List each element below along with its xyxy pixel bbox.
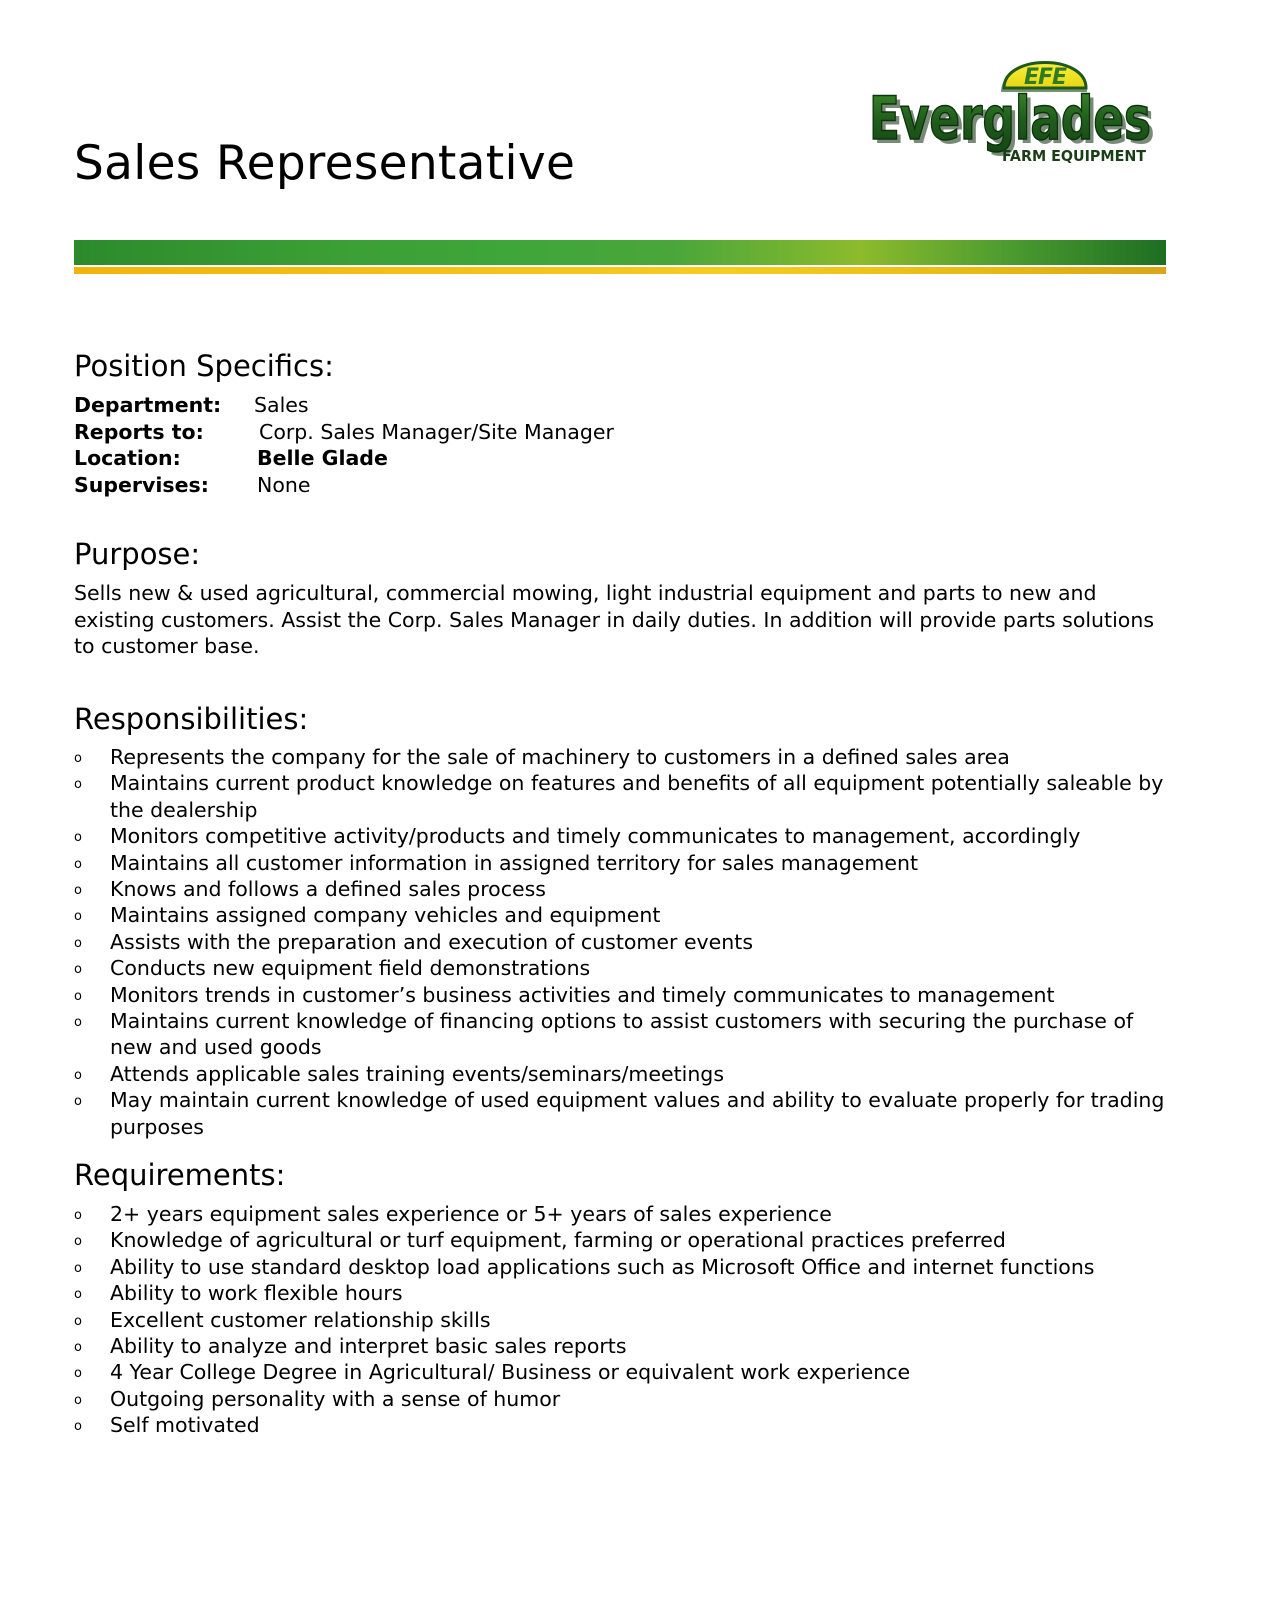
list-item-text: Knowledge of agricultural or turf equipment, farming or operational practices preferred <box>110 1228 1006 1253</box>
list-item <box>74 876 1174 902</box>
bullet-icon: o <box>74 1234 82 1250</box>
bullet-icon: o <box>74 1340 82 1356</box>
bullet-icon: o <box>74 1392 82 1408</box>
list-item <box>74 1307 1174 1333</box>
requirements-list <box>74 1201 1174 1439</box>
list-item <box>74 1386 1174 1412</box>
list-item <box>74 850 1174 876</box>
location-value: Belle Glade <box>257 446 388 470</box>
banner-green-band <box>74 240 1166 265</box>
list-item-text: Attends applicable sales training events/seminars/meetings <box>110 1061 724 1086</box>
bullet-icon: o <box>74 1419 82 1435</box>
page-title: Sales Representative <box>74 136 576 191</box>
list-item <box>74 823 1174 849</box>
list-item <box>74 1061 1174 1087</box>
list-item <box>74 1008 1174 1061</box>
bullet-icon: o <box>74 883 82 899</box>
bullet-icon: o <box>74 1067 82 1083</box>
list-item <box>74 1201 1174 1227</box>
list-item-text: Ability to work flexible hours <box>110 1281 403 1306</box>
list-item-text: Assists with the preparation and execution of customer events <box>110 929 754 954</box>
logo-wordmark: Everglades <box>869 84 1151 154</box>
list-item <box>74 955 1174 981</box>
list-item-text: Knows and follows a defined sales process <box>110 877 546 902</box>
svg-text:EFE: EFE <box>1023 65 1067 90</box>
list-item-text: 2+ years equipment sales experience or 5+ years of sales experience <box>110 1202 832 1226</box>
list-item-text: Represents the company for the sale of machinery to customers in a defined sales area <box>110 745 1010 769</box>
list-item <box>74 982 1174 1008</box>
header-banner <box>74 240 1166 274</box>
list-item-text: Excellent customer relationship skills <box>110 1307 491 1332</box>
list-item <box>74 744 1174 770</box>
list-item <box>74 1412 1174 1438</box>
bullet-icon: o <box>74 909 82 925</box>
supervises-value: None <box>257 472 311 497</box>
list-item-text: Conducts new equipment field demonstrations <box>110 956 591 981</box>
department-label: Department: <box>74 393 222 417</box>
bullet-icon: o <box>74 1260 82 1276</box>
bullet-icon: o <box>74 1287 82 1303</box>
bullet-icon: o <box>74 751 82 766</box>
list-item-text: Self motivated <box>110 1413 260 1438</box>
bullet-icon: o <box>74 1015 82 1031</box>
responsibilities-heading: Responsibilities: <box>74 702 309 736</box>
banner-yellow-band <box>74 267 1166 274</box>
bullet-icon: o <box>74 1094 82 1110</box>
list-item <box>74 1280 1174 1306</box>
list-item <box>74 770 1174 823</box>
logo-wordmark-shadow: Everglades <box>873 88 1155 158</box>
purpose-text: Sells new & used agricultural, commercial mowing, light industrial equipment and parts to new and existing customers. Assist the Corp. Sales Manager in daily duties. In addition will provide parts solutions to customer base. <box>74 581 1154 658</box>
list-item-text: Outgoing personality with a sense of humor <box>110 1386 561 1411</box>
supervises-label: Supervises: <box>74 472 209 497</box>
purpose-heading: Purpose: <box>74 537 201 571</box>
bullet-icon: o <box>74 1313 82 1329</box>
list-item-text: May maintain current knowledge of used equipment values and ability to evaluate properly for trading purposes <box>110 1088 1165 1139</box>
reports-to-value: Corp. Sales Manager/Site Manager <box>259 419 614 444</box>
responsibilities-list <box>74 744 1174 1140</box>
bullet-icon: o <box>74 777 82 793</box>
list-item <box>74 1087 1174 1140</box>
list-item-text: Monitors trends in customer’s business activities and timely communicates to management <box>110 982 1055 1007</box>
list-item <box>74 929 1174 955</box>
list-item <box>74 1227 1174 1253</box>
bullet-icon: o <box>74 988 82 1004</box>
list-item-text: Ability to analyze and interpret basic sales reports <box>110 1334 627 1359</box>
list-item-text: Maintains current knowledge of financing options to assist customers with securing the purchase of new and used goods <box>110 1009 1134 1060</box>
everglades-logo <box>862 44 1162 174</box>
list-item-text: Maintains current product knowledge on features and benefits of all equipment potentially saleable by the dealership <box>110 771 1164 822</box>
list-item <box>74 902 1174 928</box>
list-item-text: Monitors competitive activity/products and timely communicates to management, accordingly <box>110 824 1081 849</box>
bullet-icon: o <box>74 962 82 978</box>
location-label: Location: <box>74 446 181 470</box>
bullet-icon: o <box>74 856 82 872</box>
reports-to-label: Reports to: <box>74 419 204 444</box>
position-specifics-heading: Position Specifics: <box>74 349 334 383</box>
bullet-icon: o <box>74 1366 82 1382</box>
list-item <box>74 1254 1174 1280</box>
logo-tagline: FARM EQUIPMENT <box>1002 147 1147 165</box>
list-item-text: 4 Year College Degree in Agricultural/ Business or equivalent work experience <box>110 1360 911 1385</box>
list-item-text: Maintains all customer information in assigned territory for sales management <box>110 850 919 875</box>
requirements-heading: Requirements: <box>74 1158 286 1192</box>
bullet-icon: o <box>74 935 82 951</box>
list-item-text: Maintains assigned company vehicles and equipment <box>110 903 661 928</box>
bullet-icon: o <box>74 1208 82 1223</box>
list-item <box>74 1333 1174 1359</box>
list-item-text: Ability to use standard desktop load applications such as Microsoft Office and internet functions <box>110 1254 1095 1279</box>
bullet-icon: o <box>74 830 82 846</box>
list-item <box>74 1359 1174 1385</box>
department-value: Sales <box>254 393 309 417</box>
